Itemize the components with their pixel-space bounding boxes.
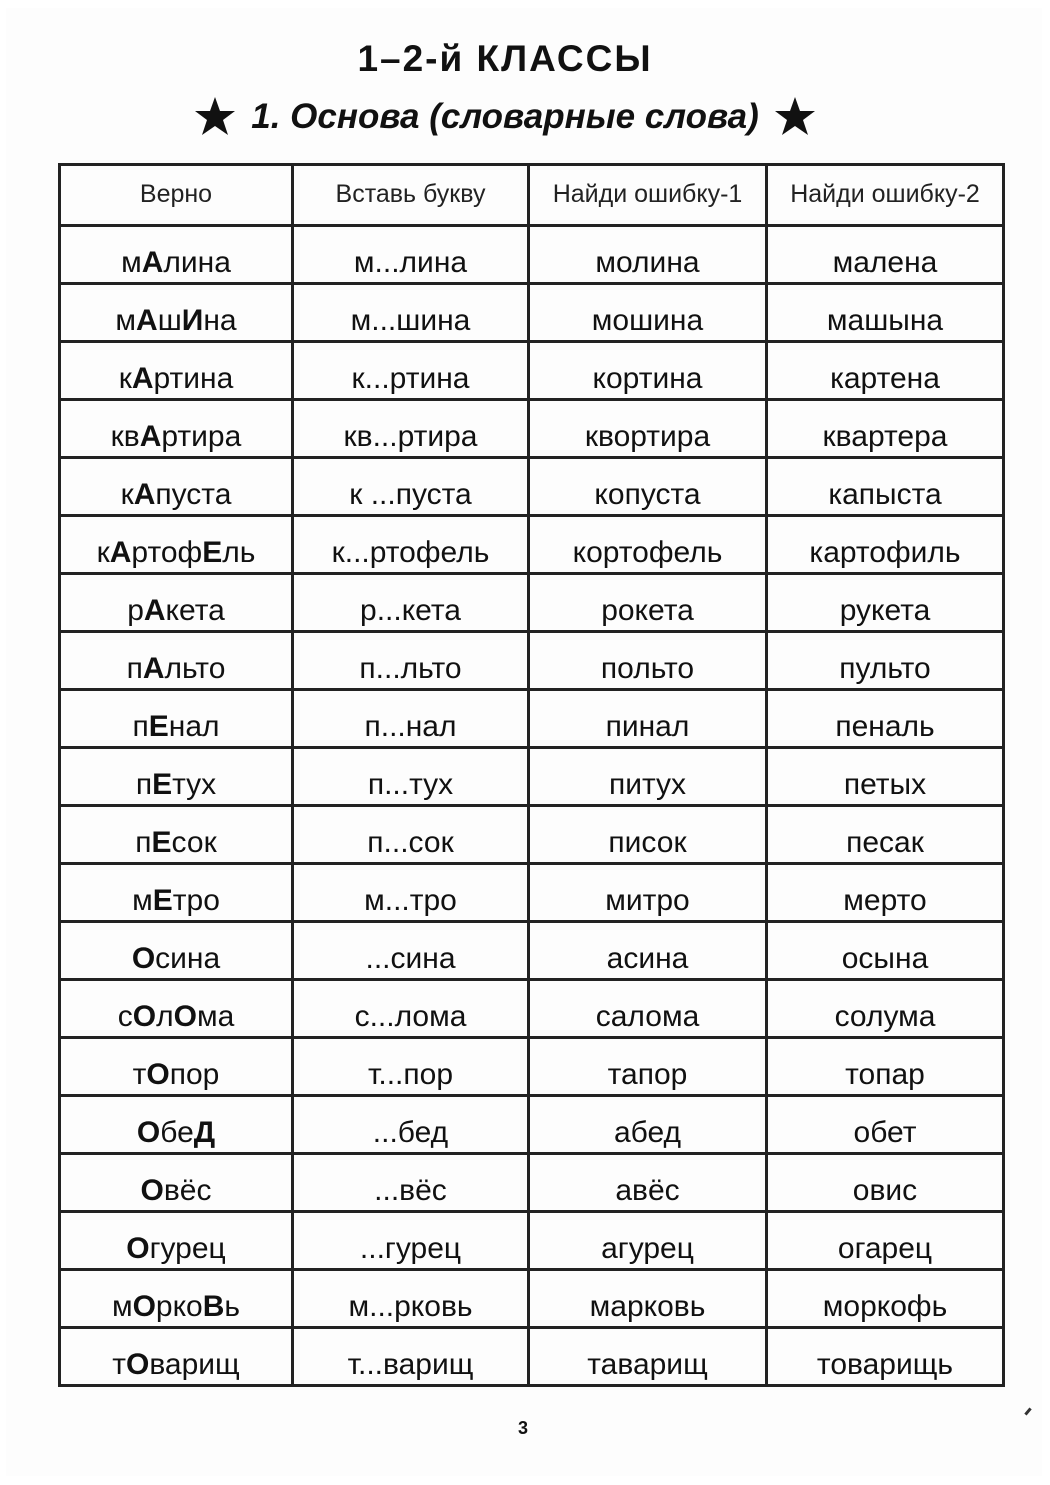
word-part: варищ <box>149 1348 240 1381</box>
table-row <box>60 980 1004 1038</box>
cell-find-error-1: марковь <box>529 1270 767 1328</box>
cell-correct <box>60 458 293 516</box>
highlighted-letter: О <box>132 1000 157 1033</box>
highlighted-letter: Е <box>152 768 173 801</box>
highlighted-letter: О <box>173 1000 197 1033</box>
table-row <box>60 922 1004 980</box>
word-part: нал <box>168 710 220 743</box>
word-part: п <box>135 768 153 801</box>
cell-find-error-1: таварищ <box>529 1328 767 1386</box>
table-row <box>60 1270 1004 1328</box>
word-part: льто <box>164 652 226 685</box>
cell-insert-letter: р...кета <box>293 574 529 632</box>
highlighted-letter: О <box>131 942 156 975</box>
highlighted-letter: А <box>139 420 162 453</box>
word-part: м <box>132 884 153 917</box>
cell-correct <box>60 1270 293 1328</box>
cell-insert-letter: к ...пуста <box>293 458 529 516</box>
header-insert-letter: Вставь букву <box>293 165 529 226</box>
table-row <box>60 1096 1004 1154</box>
highlighted-letter: А <box>131 362 154 395</box>
cell-find-error-1: асина <box>529 922 767 980</box>
cell-insert-letter: ...бед <box>293 1096 529 1154</box>
cell-correct <box>60 632 293 690</box>
cell-find-error-2: малена <box>767 226 1004 284</box>
word-part: ртоф <box>131 536 203 569</box>
cell-find-error-1: квортира <box>529 400 767 458</box>
table-row <box>60 1038 1004 1096</box>
word-part: бе <box>160 1116 194 1149</box>
word-part: м <box>115 304 137 337</box>
word-part: п <box>135 826 152 859</box>
word-part: м <box>121 246 142 279</box>
highlighted-letter: А <box>136 304 158 337</box>
word-part: кв <box>110 420 140 453</box>
cell-find-error-2: песак <box>767 806 1004 864</box>
highlighted-letter: А <box>141 246 164 279</box>
table-row <box>60 632 1004 690</box>
cell-find-error-2: солума <box>767 980 1004 1038</box>
cell-correct <box>60 690 293 748</box>
cell-find-error-1: агурец <box>529 1212 767 1270</box>
cell-find-error-1: авёс <box>529 1154 767 1212</box>
cell-correct <box>60 864 293 922</box>
word-part: т <box>112 1348 126 1381</box>
word-part: сина <box>155 942 221 975</box>
table-row <box>60 342 1004 400</box>
word-part: ма <box>196 1000 235 1033</box>
word-part: ртина <box>153 362 234 395</box>
highlighted-letter: А <box>142 652 165 685</box>
star-icon <box>773 95 817 139</box>
table-row <box>60 458 1004 516</box>
word-part: ш <box>157 304 182 337</box>
word-part: ль <box>222 536 256 569</box>
cell-insert-letter: к...ртина <box>293 342 529 400</box>
cell-find-error-1: митро <box>529 864 767 922</box>
cell-correct <box>60 284 293 342</box>
highlighted-letter: Е <box>151 826 172 859</box>
word-part: к <box>120 478 134 511</box>
header-correct: Верно <box>60 165 293 226</box>
cell-find-error-1: копуста <box>529 458 767 516</box>
cell-find-error-1: молина <box>529 226 767 284</box>
word-part: к <box>96 536 110 569</box>
cell-insert-letter: п...тух <box>293 748 529 806</box>
cell-correct <box>60 516 293 574</box>
header-find-error-1: Найди ошибку-1 <box>529 165 767 226</box>
cell-correct <box>60 400 293 458</box>
cell-find-error-2: картена <box>767 342 1004 400</box>
word-part: тро <box>172 884 220 917</box>
word-part: гурец <box>149 1232 226 1265</box>
highlighted-letter: А <box>133 478 156 511</box>
word-part: пуста <box>155 478 232 511</box>
cell-find-error-2: обет <box>767 1096 1004 1154</box>
word-part: с <box>117 1000 133 1033</box>
page-number: 3 <box>518 1418 529 1438</box>
cell-insert-letter: ...сина <box>293 922 529 980</box>
cell-insert-letter: м...рковь <box>293 1270 529 1328</box>
cell-correct <box>60 226 293 284</box>
word-part: тух <box>172 768 217 801</box>
highlighted-letter: А <box>143 594 166 627</box>
table-row <box>60 226 1004 284</box>
word-part: л <box>156 1000 174 1033</box>
cell-insert-letter: м...лина <box>293 226 529 284</box>
section-title <box>150 92 860 142</box>
table-row <box>60 1154 1004 1212</box>
table-row <box>60 574 1004 632</box>
cell-insert-letter: т...варищ <box>293 1328 529 1386</box>
table-row <box>60 690 1004 748</box>
cell-correct <box>60 922 293 980</box>
cell-correct <box>60 1096 293 1154</box>
cell-find-error-1: писок <box>529 806 767 864</box>
cell-correct <box>60 1154 293 1212</box>
cell-find-error-2: петых <box>767 748 1004 806</box>
cell-find-error-1: рокета <box>529 574 767 632</box>
star-icon <box>193 95 237 139</box>
cell-find-error-1: мошина <box>529 284 767 342</box>
cell-find-error-2: квартера <box>767 400 1004 458</box>
page-heading: 1–2-й КЛАССЫ <box>357 38 653 79</box>
word-part: сок <box>171 826 217 859</box>
word-part: т <box>132 1058 147 1091</box>
cell-find-error-2: капыста <box>767 458 1004 516</box>
table-row <box>60 806 1004 864</box>
cell-find-error-2: моркофь <box>767 1270 1004 1328</box>
header-row <box>60 165 1004 226</box>
cell-find-error-2: мерто <box>767 864 1004 922</box>
word-part: лина <box>163 246 231 279</box>
highlighted-letter: Е <box>148 710 169 743</box>
cell-insert-letter: кв...ртира <box>293 400 529 458</box>
cell-insert-letter: п...льто <box>293 632 529 690</box>
table-row <box>60 864 1004 922</box>
cell-correct <box>60 1038 293 1096</box>
table-row <box>60 1212 1004 1270</box>
word-part: ртира <box>161 420 242 453</box>
cell-correct <box>60 748 293 806</box>
cell-find-error-1: кортина <box>529 342 767 400</box>
highlighted-letter: Е <box>202 536 223 569</box>
word-part: пор <box>169 1058 220 1091</box>
cell-find-error-2: пульто <box>767 632 1004 690</box>
cell-find-error-2: овис <box>767 1154 1004 1212</box>
cell-correct <box>60 1212 293 1270</box>
cell-find-error-2: огарец <box>767 1212 1004 1270</box>
cell-find-error-2: топар <box>767 1038 1004 1096</box>
highlighted-letter: И <box>181 304 204 337</box>
table-row <box>60 516 1004 574</box>
word-part: кета <box>165 594 225 627</box>
section-title-text: 1. Основа (словарные слова) <box>251 97 759 136</box>
highlighted-letter: О <box>132 1290 156 1323</box>
cell-correct <box>60 342 293 400</box>
cell-correct <box>60 1328 293 1386</box>
cell-find-error-2: картофиль <box>767 516 1004 574</box>
cell-find-error-2: пеналь <box>767 690 1004 748</box>
highlighted-letter: А <box>109 536 132 569</box>
header-find-error-2: Найди ошибку-2 <box>767 165 1004 226</box>
cell-find-error-1: пинал <box>529 690 767 748</box>
highlighted-letter: О <box>125 1348 150 1381</box>
cell-insert-letter: м...шина <box>293 284 529 342</box>
word-part: вёс <box>163 1174 212 1207</box>
cell-find-error-2: рукета <box>767 574 1004 632</box>
cell-insert-letter: ...гурец <box>293 1212 529 1270</box>
cell-insert-letter: п...сок <box>293 806 529 864</box>
cell-insert-letter: м...тро <box>293 864 529 922</box>
highlighted-letter: О <box>136 1116 161 1149</box>
highlighted-letter: О <box>126 1232 150 1265</box>
word-part: м <box>111 1290 133 1323</box>
highlighted-letter: Д <box>193 1116 216 1149</box>
highlighted-letter: О <box>146 1058 170 1091</box>
cell-insert-letter: т...пор <box>293 1038 529 1096</box>
cell-find-error-1: кортофель <box>529 516 767 574</box>
cell-find-error-1: тапор <box>529 1038 767 1096</box>
cell-find-error-1: салома <box>529 980 767 1038</box>
cell-insert-letter: с...лома <box>293 980 529 1038</box>
cell-find-error-1: питух <box>529 748 767 806</box>
word-part: рко <box>155 1290 203 1323</box>
highlighted-letter: Е <box>152 884 173 917</box>
cell-find-error-1: польто <box>529 632 767 690</box>
cell-find-error-2: осына <box>767 922 1004 980</box>
cell-find-error-2: машына <box>767 284 1004 342</box>
highlighted-letter: О <box>140 1174 164 1207</box>
word-part: п <box>132 710 149 743</box>
cell-find-error-2: товарищь <box>767 1328 1004 1386</box>
cell-insert-letter: п...нал <box>293 690 529 748</box>
table-row <box>60 1328 1004 1386</box>
cell-correct <box>60 980 293 1038</box>
words-table <box>58 163 1005 1387</box>
table-row <box>60 748 1004 806</box>
cell-correct <box>60 574 293 632</box>
word-part: р <box>127 594 144 627</box>
word-part: п <box>126 652 143 685</box>
cell-insert-letter: к...ртофель <box>293 516 529 574</box>
cell-insert-letter: ...вёс <box>293 1154 529 1212</box>
word-part: к <box>118 362 132 395</box>
word-part: на <box>203 304 237 337</box>
highlighted-letter: В <box>202 1290 225 1323</box>
cell-correct <box>60 806 293 864</box>
word-part: ь <box>224 1290 241 1323</box>
table-row <box>60 400 1004 458</box>
table-row <box>60 284 1004 342</box>
cell-find-error-1: абед <box>529 1096 767 1154</box>
